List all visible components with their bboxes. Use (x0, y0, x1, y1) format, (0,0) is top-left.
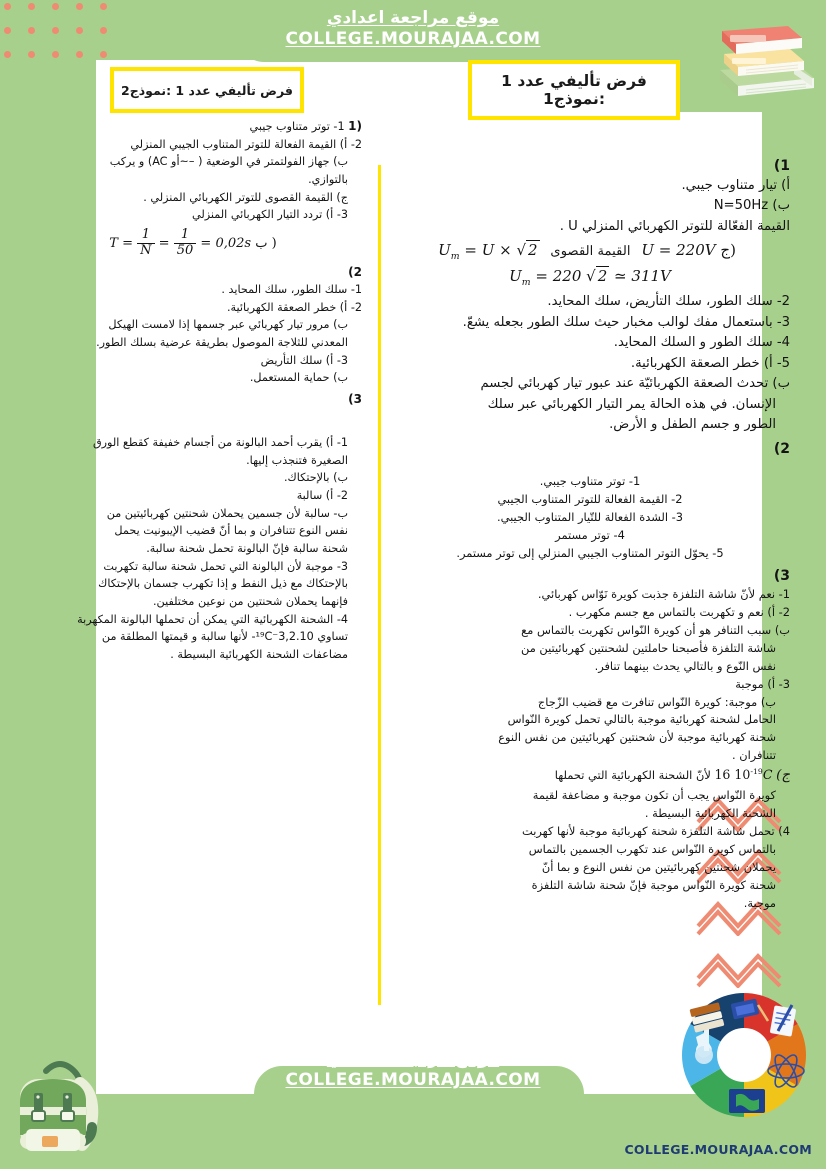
period-den-1: N (140, 243, 152, 259)
umax-root: 2 (528, 241, 538, 260)
left-line: نفس النوع تتنافران و بما أنّ قضيب الإيبونيت يحمل (114, 524, 348, 538)
period-formula-eq: = (122, 236, 134, 252)
left-line: ب) مرور تيار كهربائي عبر جسمها إذا لامست الهيكل (108, 318, 348, 332)
res-eq: = (535, 267, 548, 286)
column-divider (378, 165, 381, 1005)
left-line: ج) القيمة القصوى للتوتر الكهربائي المنزلي . (143, 190, 348, 204)
left-line: 3- أ) تردد التيار الكهربائي المنزلي (192, 208, 348, 222)
max-voltage-result (390, 267, 790, 288)
right-line: الطور و جسم الطفل و الأرض. (609, 417, 776, 433)
left-line: 3- أ) سلك التأريض (260, 353, 348, 367)
charge-exp: -19 (750, 767, 763, 777)
header-brand-url: COLLEGE.MOURAJAA.COM (285, 29, 541, 50)
right-line: 3- أ) موجبة (735, 676, 790, 691)
left-line: فإنهما يحملان شحنتين من نوعين مختلفين. (153, 595, 348, 609)
right-line: 2- القيمة الفعالة للتوتر المتناوب الجيبي (497, 491, 683, 506)
decorative-dot (100, 51, 107, 58)
right-line: القيمة الفعّالة للتوتر الكهربائي المنزلي U . (559, 218, 790, 234)
left-line: بالإحتكاك مع ذيل النفط و إذا تكهرب جسمان بالإحتكاك (98, 577, 348, 591)
charge-unit: C (762, 767, 773, 783)
left-line: 3- موجبة لأن البالونة التي تحمل شحنة سالبة تكهربت (103, 559, 348, 573)
right-line: ب) سبب التنافر هو أن كويرة النّواس تكهربت بالتماس مع (521, 622, 790, 637)
period-num-1: 1 (137, 228, 154, 244)
umax-U: U (438, 241, 451, 260)
right-line: ب) موجبة: كويرة النّواس تنافرت مع قضيب الزّجاج (537, 694, 776, 709)
left-line: مضاعفات الشحنة الكهربائية البسيطة . (170, 648, 348, 662)
right-line: 4- توتر مستمر (555, 527, 625, 542)
umax-label: القيمة القصوى (550, 244, 631, 260)
charge-tail: لأنّ الشحنة الكهربائية التي تحملها (554, 768, 711, 783)
left-line: ب- سالبة لأن جسمين يحملان شحنتين كهربائيتين من (106, 506, 348, 520)
left-spacer (32, 409, 362, 435)
right-line: الشحنة الكهربائية البسيطة . (644, 806, 776, 821)
u-eff-unit: V (704, 241, 716, 260)
res-unit: V (660, 267, 671, 286)
right-line: 3- الشدة الفعالة للتّيار المتناوب الجيبي. (496, 509, 683, 524)
right-line: الحامل لشحنة كهربائية موجبة بالتالي تحمل كويرة النّواس (507, 712, 776, 727)
res-val: 220 (552, 267, 582, 286)
right-line: ب) تحدث الصعقة الكهربائيّة عند عبور تيار كهربائي لجسم (480, 376, 790, 392)
period-fraction-2 (174, 228, 197, 259)
right-line: 3- باستعمال مفك لوالب مخبار حيث سلك الطور بجعله يشعّ. (462, 314, 790, 330)
left-line (32, 118, 362, 135)
right-line: بالتماس كويرة النّواس عند تكهرب الجسمين بالتماس (528, 842, 776, 857)
charge-base: 10 (734, 767, 751, 783)
right-line: كويرة النّواس يجب أن تكون موجبة و مضاعفة لقيمة (532, 788, 776, 803)
period-formula-T: T (109, 236, 118, 252)
right-section-1-label: (1 (773, 158, 790, 174)
footer-brand-url: COLLEGE.MOURAJAA.COM (285, 1069, 541, 1090)
title-box-model2-label: فرض تأليفي عدد 1 :نموذج2 (121, 82, 293, 98)
header-brand-arabic: موقع مراجعة اعدادي (326, 8, 500, 28)
title-box-model1-label: فرض تأليفي عدد 1 :نموذج1 (501, 72, 647, 108)
right-section-3-label: (3 (773, 567, 790, 584)
left-line: 2- أ) سالبة (296, 489, 348, 503)
period-formula (32, 228, 362, 259)
left-section-2-label: (2 (348, 265, 362, 280)
res-num: 311 (631, 267, 661, 286)
footer-brand (0, 1049, 826, 1092)
left-section-3-label: (3 (348, 392, 362, 407)
right-line: الإنسان. في هذه الحالة يمر التيار الكهربائي عبر سلك (487, 396, 776, 412)
period-fraction-1 (137, 228, 154, 259)
right-line: شحنة كويرة النّواس موجبة فإنّ شحنة شاشة التلفزة (531, 878, 776, 893)
res-root: 2 (597, 267, 608, 286)
decorative-dot (52, 51, 59, 58)
left-line: 1- سلك الطور، سلك المحايد . (221, 283, 362, 297)
right-line: تتنافران . (731, 748, 776, 763)
period-formula-result: 0,02s (215, 236, 252, 252)
right-line: 4) تحمل شاشة التلفزة شحنة كهربائية موجبة لأنها كهربت (522, 824, 790, 839)
decorative-chevron (692, 946, 788, 988)
res-sub: m (521, 277, 531, 289)
period-formula-eq3: = (200, 236, 212, 252)
left-section-1-label: (1 (348, 119, 362, 133)
left-line: تساوي 3,2.10⁻¹⁹C- لأنها سالبة و قيمتها المطلقة من (101, 630, 348, 644)
charge-j-prefix: ج) (776, 768, 790, 784)
res-U: U (509, 267, 522, 286)
sqrt-icon: √ (516, 241, 527, 260)
charge-coef: 16 (714, 767, 731, 783)
header-brand (0, 8, 826, 51)
left-line: المعدني للثلاجة الموصول بطريقة عرضية بسلك الطور. (96, 336, 348, 350)
umax-times: × (499, 241, 512, 260)
umax-sub: m (450, 251, 460, 263)
right-line: موجبة. (743, 896, 776, 911)
u-eff-U: U (641, 241, 654, 260)
right-line: أ) تيار متناوب جيبي. (681, 178, 790, 193)
right-line: 1- نعم لأنّ شاشة التلفزة جذبت كويرة نَوّاس كهربائي. (537, 586, 790, 601)
right-line: شحنة كهربائية موجبة لأن شحنتين كهربائيتين من نفس النوع (498, 730, 776, 745)
left-line: 1- أ) يقرب أحمد البالونة من أجسام خفيفة كقطع الورق (92, 436, 348, 450)
decorative-dot (28, 51, 35, 58)
period-formula-eq2: = (158, 236, 170, 252)
left-line: ب) بالإحتكاك. (283, 471, 348, 485)
decorative-dot (4, 51, 11, 58)
formula-c-prefix: ج) (720, 241, 736, 260)
watermark-url: COLLEGE.MOURAJAA.COM (624, 1142, 812, 1157)
u-eff-val: 220 (676, 241, 705, 260)
right-line: ب) N=50Hz (713, 198, 790, 214)
period-num-2: 1 (174, 228, 197, 244)
period-formula-prefix: ب ) (255, 236, 277, 252)
period-den-2: 50 (176, 243, 194, 259)
left-line: 2- أ) القيمة الفعالة للتوتر المتناوب الجيبي المنزلي (130, 137, 362, 151)
right-column-content (390, 152, 790, 914)
left-line: الصغيرة فتنجذب إليها. (246, 453, 348, 467)
left-line: ب) حماية المستعمل. (249, 371, 348, 385)
right-line: شاشة التلفزة فأصبحنا حاملتين لشحنتين كهربائيتين من (521, 640, 776, 655)
elementary-charge-line (390, 766, 790, 786)
left-line: شحنة سالبة فإنّ البالونة تحمل شحنة سالبة. (146, 542, 348, 556)
right-line: 2- سلك الطور، سلك التأريض، سلك المحايد. (547, 294, 790, 310)
title-box-model1 (468, 60, 680, 120)
right-line: 1- توتر متناوب جيبي. (539, 473, 641, 488)
left-line: بالتوازي. (308, 173, 348, 187)
right-line: 5- يحوّل التوتر المتناوب الجيبي المنزلي إلى توتر مستمر. (456, 545, 724, 560)
left-line-text: 1- توتر متناوب جيبي (249, 120, 345, 133)
right-section-2-label: (2 (773, 440, 790, 457)
u-eff-eq: = (658, 241, 672, 260)
left-line: 4- الشحنة الكهربائية التي يمكن أن تحملها البالونة المكهربة (77, 612, 348, 626)
sqrt-icon: √ (586, 267, 596, 286)
footer-brand-arabic: موقع مراجعة اعدادي (326, 1048, 500, 1069)
res-approx: ≃ (614, 267, 627, 286)
right-line: 4- سلك الطور و السلك المحايد. (613, 335, 790, 351)
decorative-dot (76, 51, 83, 58)
max-voltage-formula (390, 241, 790, 262)
title-box-model2 (110, 67, 304, 113)
left-column-content (32, 118, 362, 665)
right-line: نفس النّوع و بالتالي يحدث بينهما تنافر. (594, 658, 776, 673)
umax-eq: = (464, 241, 477, 260)
left-line: ب) جهاز الفولتمتر في الوضعية ( –~أو AC) و يركب (109, 155, 348, 169)
right-spacer (390, 460, 790, 474)
umax-U2: U (481, 241, 495, 260)
right-line: 2- أ) نعم و تكهربت بالتماس مع جسم مكهرب . (568, 604, 790, 619)
left-line: 2- أ) خطر الصعقة الكهربائية. (227, 300, 362, 314)
right-line: 5- أ) خطر الصعقة الكهربائية. (630, 355, 790, 371)
right-line: يحملان شحنتين كهربائيتين من نفس النوع و بما أنّ (541, 860, 776, 875)
